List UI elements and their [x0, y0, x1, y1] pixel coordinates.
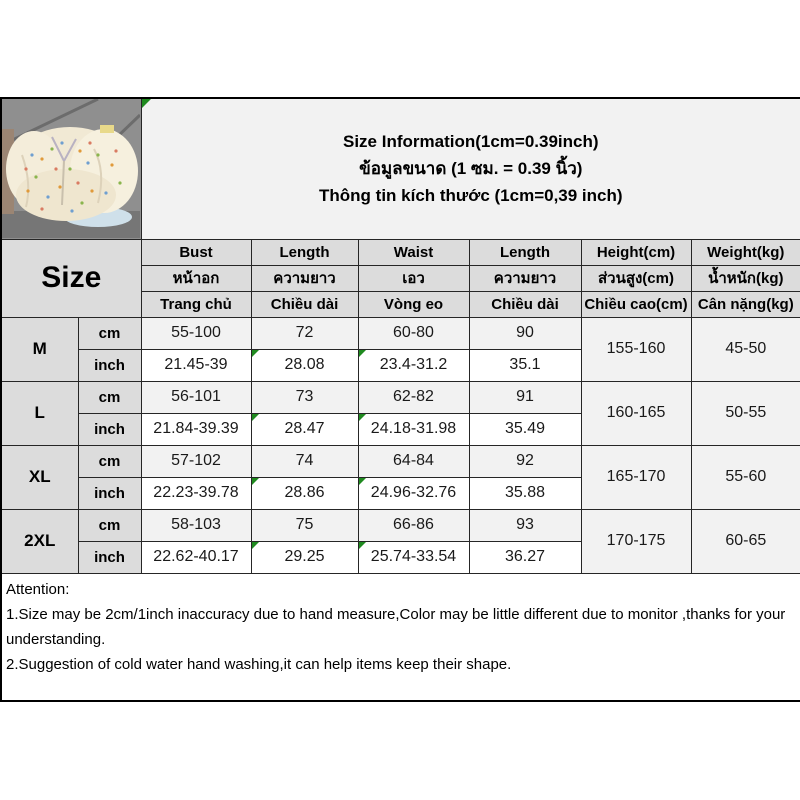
size-info-title-banner [141, 98, 800, 239]
row-xl-cm-waist: 64-84 [358, 445, 469, 477]
hdr-en-waist: Waist [358, 239, 469, 265]
pajamas-photo-illustration [2, 99, 140, 238]
row-l-unit-inch: inch [78, 413, 141, 445]
row-xl-inch-length2: 35.88 [469, 477, 581, 509]
cell-flag-icon [252, 414, 259, 421]
row-l-size: L [1, 381, 78, 445]
row-2xl-inch-length2: 36.27 [469, 541, 581, 573]
row-l-weight: 50-55 [691, 381, 800, 445]
row-2xl-unit-inch: inch [78, 541, 141, 573]
row-xl-inch-length: 28.86 [251, 477, 358, 509]
row-xl-height: 165-170 [581, 445, 691, 509]
hdr-th-length: ความยาว [251, 265, 358, 291]
row-2xl-weight: 60-65 [691, 509, 800, 573]
row-xl-cm-bust: 57-102 [141, 445, 251, 477]
cell-flag-icon [252, 542, 259, 549]
attention-line-2: 2.Suggestion of cold water hand washing,it can help items keep their shape. [6, 655, 512, 673]
row-2xl-cm-waist: 66-86 [358, 509, 469, 541]
row-xl-weight: 55-60 [691, 445, 800, 509]
title-thai: ข้อมูลขนาด (1 ซม. = 0.39 นิ้ว) [359, 159, 583, 179]
row-l-inch-length: 28.47 [251, 413, 358, 445]
cell-flag-icon [252, 478, 259, 485]
hdr-en-height: Height(cm) [581, 239, 691, 265]
row-l-cm-waist: 62-82 [358, 381, 469, 413]
row-m-cm-length: 72 [251, 317, 358, 349]
cell-flag-icon [252, 350, 259, 357]
row-m-unit-inch: inch [78, 349, 141, 381]
row-l-unit-cm: cm [78, 381, 141, 413]
size-chart-sheet [0, 97, 800, 702]
row-m-cm-length2: 90 [469, 317, 581, 349]
product-photo [1, 98, 141, 239]
row-l-cm-bust: 56-101 [141, 381, 251, 413]
row-xl-cm-length: 74 [251, 445, 358, 477]
row-2xl-cm-length2: 93 [469, 509, 581, 541]
size-label: Size [1, 239, 141, 317]
row-2xl-unit-cm: cm [78, 509, 141, 541]
attention-heading: Attention: [6, 580, 70, 598]
cell-flag-icon [359, 350, 366, 357]
cell-flag-icon [359, 414, 366, 421]
row-m-cm-waist: 60-80 [358, 317, 469, 349]
row-m-unit-cm: cm [78, 317, 141, 349]
row-xl-inch-waist: 24.96-32.76 [358, 477, 469, 509]
row-m-size: M [1, 317, 78, 381]
row-2xl-size: 2XL [1, 509, 78, 573]
row-m-inch-length2: 35.1 [469, 349, 581, 381]
hdr-th-weight: น้ำหนัก(kg) [691, 265, 800, 291]
attention-line-1: 1.Size may be 2cm/1inch inaccuracy due to hand measure,Color may be little different due to monitor ,thanks for your understanding. [6, 605, 786, 648]
row-xl-unit-inch: inch [78, 477, 141, 509]
hdr-vi-length2: Chiều dài [469, 291, 581, 317]
hdr-vi-weight: Cân nặng(kg) [691, 291, 800, 317]
row-m-cm-bust: 55-100 [141, 317, 251, 349]
row-2xl-height: 170-175 [581, 509, 691, 573]
hdr-en-weight: Weight(kg) [691, 239, 800, 265]
row-2xl-cm-length: 75 [251, 509, 358, 541]
row-l-cm-length: 73 [251, 381, 358, 413]
title-english: Size Information(1cm=0.39inch) [343, 132, 599, 152]
hdr-th-height: ส่วนสูง(cm) [581, 265, 691, 291]
hdr-th-bust: หน้าอก [141, 265, 251, 291]
row-l-height: 160-165 [581, 381, 691, 445]
row-l-inch-waist: 24.18-31.98 [358, 413, 469, 445]
row-m-inch-length: 28.08 [251, 349, 358, 381]
row-m-inch-waist: 23.4-31.2 [358, 349, 469, 381]
row-2xl-inch-length: 29.25 [251, 541, 358, 573]
attention-notes [1, 573, 800, 701]
hdr-en-length2: Length [469, 239, 581, 265]
row-2xl-inch-bust: 22.62-40.17 [141, 541, 251, 573]
row-m-inch-bust: 21.45-39 [141, 349, 251, 381]
size-table [0, 97, 800, 702]
row-2xl-cm-bust: 58-103 [141, 509, 251, 541]
row-xl-cm-length2: 92 [469, 445, 581, 477]
hdr-th-waist: เอว [358, 265, 469, 291]
cell-flag-icon [359, 542, 366, 549]
row-2xl-inch-waist: 25.74-33.54 [358, 541, 469, 573]
hdr-vi-bust: Trang chủ [141, 291, 251, 317]
row-m-height: 155-160 [581, 317, 691, 381]
hdr-vi-length: Chiều dài [251, 291, 358, 317]
row-xl-size: XL [1, 445, 78, 509]
title-vietnamese: Thông tin kích thước (1cm=0,39 inch) [319, 186, 623, 206]
row-l-cm-length2: 91 [469, 381, 581, 413]
row-xl-unit-cm: cm [78, 445, 141, 477]
hdr-vi-waist: Vòng eo [358, 291, 469, 317]
row-m-weight: 45-50 [691, 317, 800, 381]
cell-flag-icon [359, 478, 366, 485]
hdr-th-length2: ความยาว [469, 265, 581, 291]
row-l-inch-length2: 35.49 [469, 413, 581, 445]
row-l-inch-bust: 21.84-39.39 [141, 413, 251, 445]
cell-flag-icon [142, 99, 151, 108]
row-xl-inch-bust: 22.23-39.78 [141, 477, 251, 509]
hdr-en-bust: Bust [141, 239, 251, 265]
hdr-vi-height: Chiều cao(cm) [581, 291, 691, 317]
hdr-en-length: Length [251, 239, 358, 265]
